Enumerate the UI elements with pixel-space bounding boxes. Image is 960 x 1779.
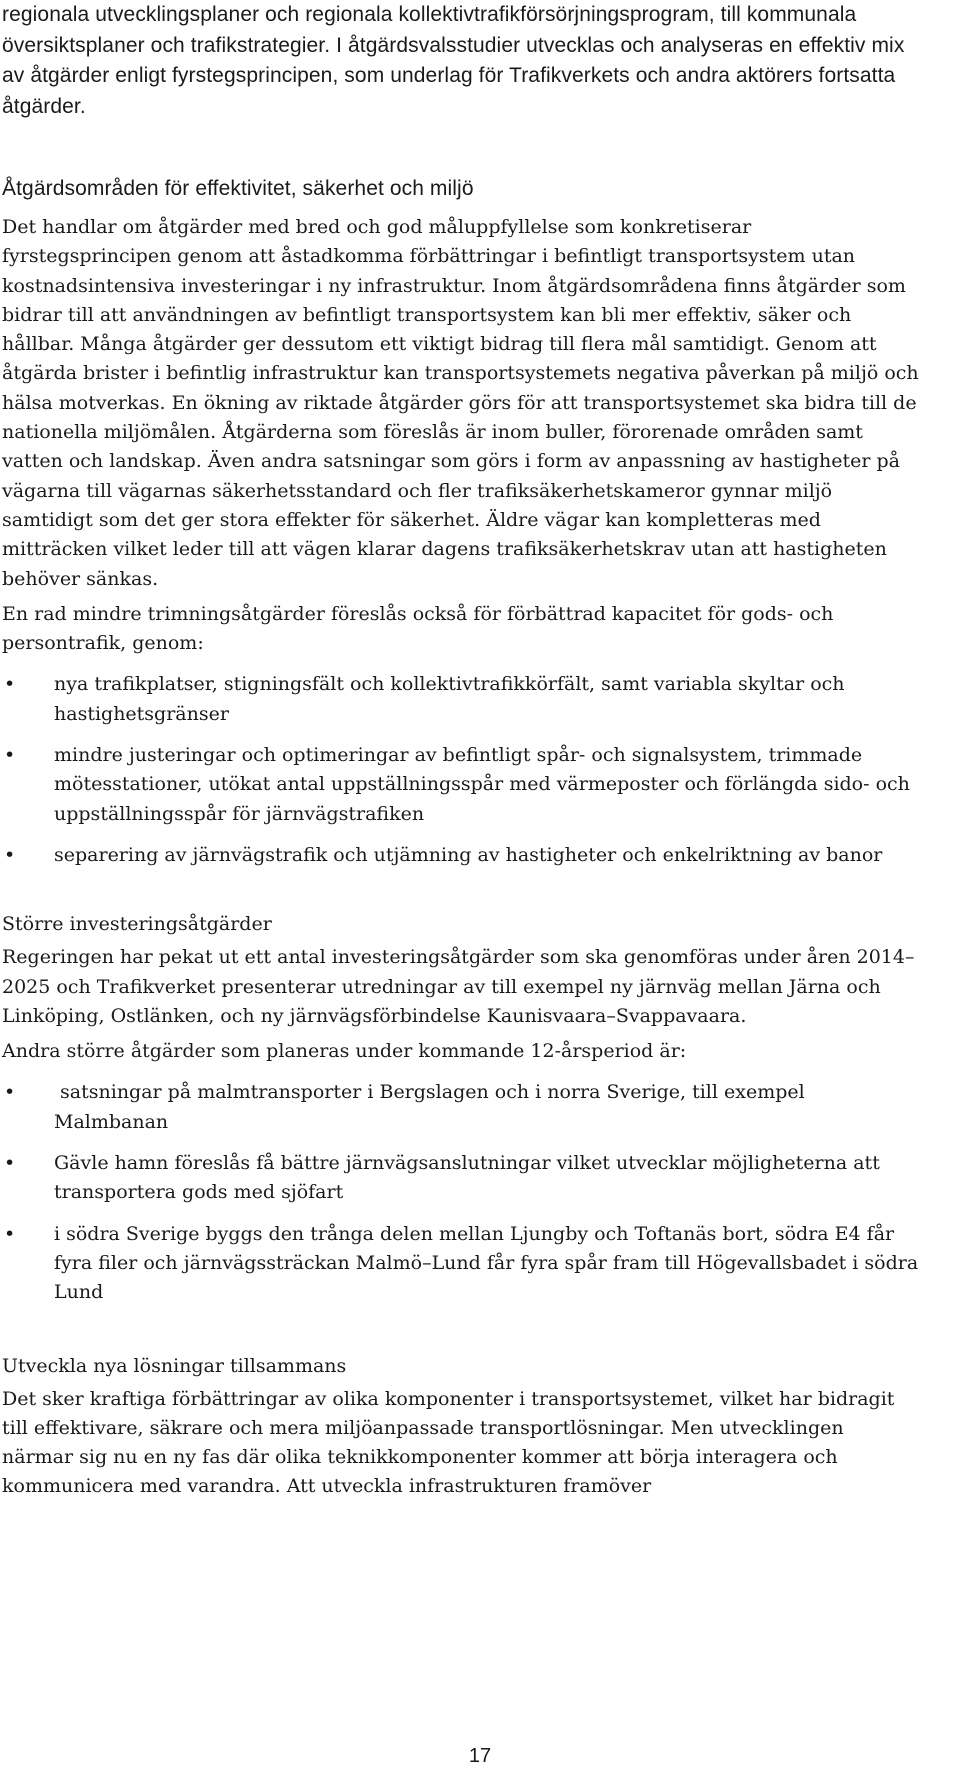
trimming-measures-list [2,670,920,870]
list-item [2,1220,920,1308]
list-item [2,670,920,729]
list-item-text: mindre justeringar och optimeringar av befintligt spår- och signalsystem, trimmade mötesstationer, utökat antal uppställningsspår med värmeposter och förlängda sido- och uppställningsspår för järnvägstrafiken [54,744,910,825]
list-item-text: satsningar på malmtransporter i Bergslagen och i norra Sverige, till exempel Malmbanan [54,1081,811,1133]
paragraph-effectiveness-body: Det handlar om åtgärder med bred och god måluppfyllelse som konkretiserar fyrstegsprincipen genom att åstadkomma förbättringar i befintligt transportsystem utan kostnadsintensiva investeringar i ny infrastruktur. Inom åtgärdsområdena finns åtgärder som bidrar till att användningen av befintligt transportsystem kan bli mer effektiv, säker och hållbar. Många åtgärder ger dessutom ett viktigt bidrag till flera mål samtidigt. Genom att åtgärda brister i befintlig infrastruktur kan transportsystemets negativa påverkan på miljö och hälsa motverkas. En ökning av riktade åtgärder görs för att transportsystemet ska bidra till de nationella miljömålen. Åtgärderna som föreslås är inom buller, förorenade områden samt vatten och landskap. Även andra satsningar som görs i form av anpassning av hastigheter på vägarna till vägarnas säkerhetsstandard och fler trafiksäkerhetskameror gynnar miljö samtidigt som det ger stora effekter för säkerhet. Äldre vägar kan kompletteras med mitträcken vilket leder till att vägen klarar dagens trafiksäkerhetskrav utan att hastigheten behöver sänkas. [2,216,919,590]
section-heading-new-solutions: Utveckla nya lösningar tillsammans [2,1354,347,1377]
intro-paragraph: regionala utvecklingsplaner och regionala kollektivtrafikförsörjningsprogram, till kommunala översiktsplaner och trafikstrategier. I åtgärdsvalsstudier utvecklas och analyseras en effektiv mix av åtgärder enligt fyrstegsprincipen, som underlag för Trafikverkets och andra aktörers fortsatta åtgärder. [2,3,905,118]
list-item-text: Gävle hamn föreslås få bättre järnvägsanslutningar vilket utvecklar möjligheterna att transportera gods med sjöfart [54,1152,880,1204]
paragraph-investments-body: Regeringen har pekat ut ett antal investeringsåtgärder som ska genomföras under åren 2014–2025 och Trafikverket presenterar utredningar av till exempel ny järnväg mellan Järna och Linköping, Ostlänken, och ny järnvägsförbindelse Kaunisvaara–Svappavaara. [2,946,915,1027]
bullet-icon: • [4,1222,16,1245]
bullet-icon: • [4,1081,16,1104]
paragraph-trimming-intro: En rad mindre trimningsåtgärder föreslås också för förbättrad kapacitet för gods- och persontrafik, genom: [2,602,834,655]
list-item [2,741,920,829]
bullet-icon: • [4,744,16,767]
bullet-icon: • [4,843,16,866]
list-item [2,841,920,870]
list-item-text: nya trafikplatser, stigningsfält och kollektivtrafikkörfält, samt variabla skyltar och hastighetsgränser [54,673,845,725]
section-heading-effectiveness: Åtgärdsområden för effektivitet, säkerhet och miljö [2,177,474,200]
bullet-icon: • [4,1152,16,1175]
investment-measures-list [2,1078,920,1307]
list-item-text: i södra Sverige byggs den trånga delen mellan Ljungby och Toftanäs bort, södra E4 får fyra filer och järnvägssträckan Malmö–Lund får fyra spår fram till Högevallsbadet i södra Lund [54,1222,919,1304]
list-item [2,1078,920,1137]
bullet-icon: • [4,673,16,696]
list-item [2,1149,920,1208]
paragraph-investments-intro: Andra större åtgärder som planeras under kommande 12-årsperiod är: [2,1040,687,1063]
section-heading-investments: Större investeringsåtgärder [2,913,272,936]
paragraph-new-solutions-body: Det sker kraftiga förbättringar av olika komponenter i transportsystemet, vilket har bidragit till effektivare, säkrare och mera miljöanpassade transportlösningar. Men utvecklingen närmar sig nu en ny fas där olika teknikkomponenter kommer att börja interagera och kommunicera med varandra. Att utveckla infrastrukturen framöver [2,1387,895,1498]
page-number: 17 [468,1745,492,1767]
list-item-text: separering av järnvägstrafik och utjämning av hastigheter och enkelriktning av banor [54,843,883,866]
